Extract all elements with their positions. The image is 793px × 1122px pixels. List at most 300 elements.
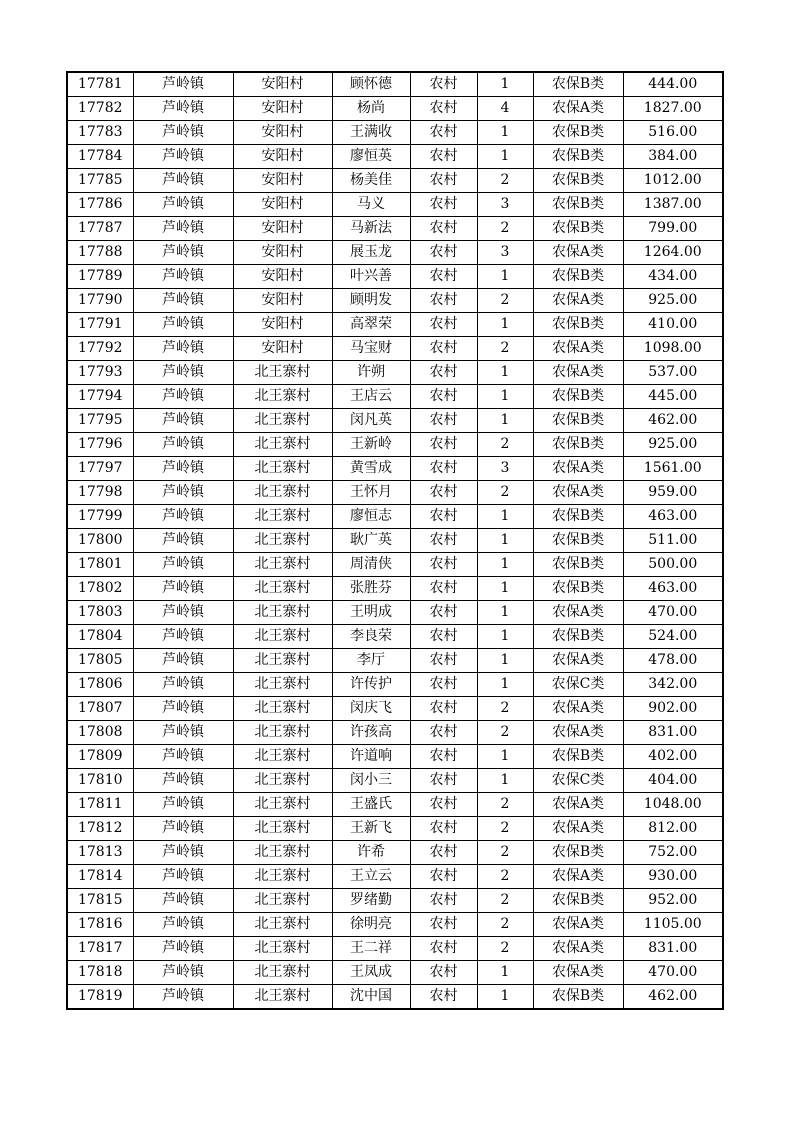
- cell-village: 北王寨村: [233, 433, 332, 457]
- cell-residence-type: 农村: [410, 97, 477, 121]
- cell-person-name: 许希: [332, 841, 410, 865]
- table-row: [67, 793, 723, 817]
- table-row: [67, 721, 723, 745]
- cell-insurance-category: 农保B类: [533, 553, 623, 577]
- table-row: [67, 529, 723, 553]
- table-row: [67, 409, 723, 433]
- cell-residence-type: 农村: [410, 745, 477, 769]
- cell-serial-number: 17788: [67, 241, 133, 265]
- cell-amount: 402.00: [623, 745, 723, 769]
- cell-town: 芦岭镇: [133, 529, 233, 553]
- cell-insurance-category: 农保A类: [533, 289, 623, 313]
- cell-person-name: 杨尚: [332, 97, 410, 121]
- cell-insurance-category: 农保B类: [533, 193, 623, 217]
- cell-residence-type: 农村: [410, 361, 477, 385]
- cell-person-count: 2: [477, 913, 533, 937]
- cell-residence-type: 农村: [410, 433, 477, 457]
- cell-residence-type: 农村: [410, 529, 477, 553]
- cell-village: 北王寨村: [233, 865, 332, 889]
- cell-serial-number: 17819: [67, 985, 133, 1010]
- cell-residence-type: 农村: [410, 289, 477, 313]
- cell-person-count: 2: [477, 481, 533, 505]
- table-row: [67, 121, 723, 145]
- cell-town: 芦岭镇: [133, 697, 233, 721]
- cell-village: 北王寨村: [233, 985, 332, 1010]
- cell-serial-number: 17783: [67, 121, 133, 145]
- table-row: [67, 361, 723, 385]
- cell-amount: 463.00: [623, 505, 723, 529]
- cell-town: 芦岭镇: [133, 625, 233, 649]
- cell-person-count: 2: [477, 433, 533, 457]
- table-row: [67, 937, 723, 961]
- cell-town: 芦岭镇: [133, 169, 233, 193]
- cell-serial-number: 17798: [67, 481, 133, 505]
- cell-insurance-category: 农保B类: [533, 577, 623, 601]
- cell-serial-number: 17815: [67, 889, 133, 913]
- table-row: [67, 961, 723, 985]
- cell-village: 北王寨村: [233, 457, 332, 481]
- cell-serial-number: 17813: [67, 841, 133, 865]
- cell-person-name: 王二祥: [332, 937, 410, 961]
- table-row: [67, 889, 723, 913]
- cell-serial-number: 17781: [67, 72, 133, 97]
- cell-residence-type: 农村: [410, 505, 477, 529]
- cell-person-count: 1: [477, 601, 533, 625]
- cell-person-name: 许传护: [332, 673, 410, 697]
- cell-town: 芦岭镇: [133, 937, 233, 961]
- cell-town: 芦岭镇: [133, 577, 233, 601]
- table-row: [67, 577, 723, 601]
- cell-town: 芦岭镇: [133, 817, 233, 841]
- cell-town: 芦岭镇: [133, 265, 233, 289]
- cell-insurance-category: 农保A类: [533, 241, 623, 265]
- cell-residence-type: 农村: [410, 553, 477, 577]
- cell-town: 芦岭镇: [133, 145, 233, 169]
- table-row: [67, 241, 723, 265]
- cell-residence-type: 农村: [410, 169, 477, 193]
- cell-town: 芦岭镇: [133, 745, 233, 769]
- cell-amount: 831.00: [623, 721, 723, 745]
- cell-residence-type: 农村: [410, 937, 477, 961]
- table-row: [67, 553, 723, 577]
- cell-residence-type: 农村: [410, 721, 477, 745]
- table-row: [67, 169, 723, 193]
- cell-residence-type: 农村: [410, 841, 477, 865]
- table-row: [67, 72, 723, 97]
- cell-serial-number: 17785: [67, 169, 133, 193]
- cell-residence-type: 农村: [410, 769, 477, 793]
- cell-amount: 1387.00: [623, 193, 723, 217]
- cell-person-name: 廖恒志: [332, 505, 410, 529]
- cell-person-name: 马义: [332, 193, 410, 217]
- cell-amount: 511.00: [623, 529, 723, 553]
- cell-insurance-category: 农保A类: [533, 361, 623, 385]
- cell-person-count: 2: [477, 169, 533, 193]
- cell-amount: 1105.00: [623, 913, 723, 937]
- cell-town: 芦岭镇: [133, 97, 233, 121]
- cell-person-name: 廖恒英: [332, 145, 410, 169]
- cell-town: 芦岭镇: [133, 889, 233, 913]
- cell-town: 芦岭镇: [133, 193, 233, 217]
- cell-person-count: 1: [477, 673, 533, 697]
- cell-insurance-category: 农保B类: [533, 625, 623, 649]
- cell-serial-number: 17787: [67, 217, 133, 241]
- cell-amount: 470.00: [623, 601, 723, 625]
- cell-amount: 1264.00: [623, 241, 723, 265]
- cell-serial-number: 17805: [67, 649, 133, 673]
- cell-serial-number: 17804: [67, 625, 133, 649]
- cell-village: 北王寨村: [233, 361, 332, 385]
- cell-person-count: 1: [477, 625, 533, 649]
- cell-residence-type: 农村: [410, 217, 477, 241]
- cell-person-name: 许孩高: [332, 721, 410, 745]
- cell-person-name: 王立云: [332, 865, 410, 889]
- cell-person-name: 闵凡英: [332, 409, 410, 433]
- cell-residence-type: 农村: [410, 265, 477, 289]
- table-row: [67, 841, 723, 865]
- cell-residence-type: 农村: [410, 577, 477, 601]
- cell-person-name: 顾怀德: [332, 72, 410, 97]
- cell-amount: 1561.00: [623, 457, 723, 481]
- cell-serial-number: 17803: [67, 601, 133, 625]
- cell-village: 北王寨村: [233, 937, 332, 961]
- cell-village: 安阳村: [233, 217, 332, 241]
- cell-town: 芦岭镇: [133, 793, 233, 817]
- cell-town: 芦岭镇: [133, 289, 233, 313]
- cell-residence-type: 农村: [410, 865, 477, 889]
- cell-town: 芦岭镇: [133, 72, 233, 97]
- cell-serial-number: 17799: [67, 505, 133, 529]
- cell-person-count: 2: [477, 889, 533, 913]
- cell-person-count: 1: [477, 529, 533, 553]
- cell-village: 北王寨村: [233, 673, 332, 697]
- cell-person-count: 2: [477, 865, 533, 889]
- cell-amount: 537.00: [623, 361, 723, 385]
- cell-person-count: 2: [477, 793, 533, 817]
- cell-serial-number: 17793: [67, 361, 133, 385]
- cell-amount: 799.00: [623, 217, 723, 241]
- cell-village: 北王寨村: [233, 409, 332, 433]
- table-row: [67, 265, 723, 289]
- cell-amount: 902.00: [623, 697, 723, 721]
- cell-town: 芦岭镇: [133, 217, 233, 241]
- cell-village: 北王寨村: [233, 529, 332, 553]
- cell-person-name: 王新岭: [332, 433, 410, 457]
- table-row: [67, 505, 723, 529]
- cell-person-count: 1: [477, 72, 533, 97]
- cell-amount: 925.00: [623, 289, 723, 313]
- cell-town: 芦岭镇: [133, 841, 233, 865]
- cell-amount: 1012.00: [623, 169, 723, 193]
- cell-person-name: 闵庆飞: [332, 697, 410, 721]
- cell-person-name: 顾明发: [332, 289, 410, 313]
- cell-serial-number: 17786: [67, 193, 133, 217]
- cell-person-count: 2: [477, 337, 533, 361]
- table-row: [67, 649, 723, 673]
- cell-serial-number: 17807: [67, 697, 133, 721]
- table-row: [67, 217, 723, 241]
- cell-insurance-category: 农保B类: [533, 409, 623, 433]
- cell-serial-number: 17818: [67, 961, 133, 985]
- cell-person-name: 叶兴善: [332, 265, 410, 289]
- cell-person-count: 1: [477, 361, 533, 385]
- cell-person-name: 王满收: [332, 121, 410, 145]
- cell-insurance-category: 农保B类: [533, 217, 623, 241]
- cell-residence-type: 农村: [410, 793, 477, 817]
- cell-person-count: 1: [477, 385, 533, 409]
- cell-village: 北王寨村: [233, 601, 332, 625]
- cell-town: 芦岭镇: [133, 865, 233, 889]
- table-row: [67, 385, 723, 409]
- cell-person-count: 1: [477, 961, 533, 985]
- cell-town: 芦岭镇: [133, 913, 233, 937]
- cell-village: 北王寨村: [233, 721, 332, 745]
- cell-amount: 812.00: [623, 817, 723, 841]
- cell-residence-type: 农村: [410, 193, 477, 217]
- table-row: [67, 673, 723, 697]
- table-row: [67, 193, 723, 217]
- cell-amount: 959.00: [623, 481, 723, 505]
- cell-amount: 470.00: [623, 961, 723, 985]
- cell-person-name: 许朔: [332, 361, 410, 385]
- cell-town: 芦岭镇: [133, 721, 233, 745]
- cell-amount: 462.00: [623, 409, 723, 433]
- cell-amount: 410.00: [623, 313, 723, 337]
- cell-serial-number: 17802: [67, 577, 133, 601]
- table-row: [67, 313, 723, 337]
- table-row: [67, 457, 723, 481]
- cell-insurance-category: 农保B类: [533, 841, 623, 865]
- cell-village: 北王寨村: [233, 625, 332, 649]
- cell-town: 芦岭镇: [133, 961, 233, 985]
- table-row: [67, 337, 723, 361]
- cell-serial-number: 17795: [67, 409, 133, 433]
- cell-village: 安阳村: [233, 337, 332, 361]
- cell-insurance-category: 农保A类: [533, 937, 623, 961]
- cell-amount: 752.00: [623, 841, 723, 865]
- cell-amount: 434.00: [623, 265, 723, 289]
- cell-person-count: 1: [477, 985, 533, 1010]
- cell-serial-number: 17784: [67, 145, 133, 169]
- cell-person-count: 2: [477, 289, 533, 313]
- cell-insurance-category: 农保A类: [533, 481, 623, 505]
- cell-village: 北王寨村: [233, 769, 332, 793]
- cell-residence-type: 农村: [410, 145, 477, 169]
- cell-amount: 478.00: [623, 649, 723, 673]
- cell-insurance-category: 农保A类: [533, 865, 623, 889]
- cell-serial-number: 17790: [67, 289, 133, 313]
- cell-village: 安阳村: [233, 265, 332, 289]
- cell-person-count: 3: [477, 193, 533, 217]
- cell-residence-type: 农村: [410, 889, 477, 913]
- cell-person-count: 1: [477, 553, 533, 577]
- cell-serial-number: 17800: [67, 529, 133, 553]
- cell-amount: 1048.00: [623, 793, 723, 817]
- cell-person-count: 1: [477, 649, 533, 673]
- cell-village: 北王寨村: [233, 649, 332, 673]
- cell-insurance-category: 农保A类: [533, 337, 623, 361]
- cell-insurance-category: 农保B类: [533, 169, 623, 193]
- cell-village: 北王寨村: [233, 553, 332, 577]
- cell-village: 北王寨村: [233, 481, 332, 505]
- cell-residence-type: 农村: [410, 457, 477, 481]
- cell-person-name: 沈中国: [332, 985, 410, 1010]
- cell-serial-number: 17809: [67, 745, 133, 769]
- cell-amount: 444.00: [623, 72, 723, 97]
- cell-person-name: 李厅: [332, 649, 410, 673]
- cell-amount: 930.00: [623, 865, 723, 889]
- cell-person-count: 3: [477, 241, 533, 265]
- cell-village: 北王寨村: [233, 505, 332, 529]
- cell-amount: 952.00: [623, 889, 723, 913]
- cell-serial-number: 17806: [67, 673, 133, 697]
- cell-person-count: 1: [477, 769, 533, 793]
- cell-town: 芦岭镇: [133, 385, 233, 409]
- cell-town: 芦岭镇: [133, 553, 233, 577]
- table-row: [67, 745, 723, 769]
- cell-residence-type: 农村: [410, 625, 477, 649]
- cell-village: 安阳村: [233, 289, 332, 313]
- cell-insurance-category: 农保A类: [533, 793, 623, 817]
- cell-town: 芦岭镇: [133, 121, 233, 145]
- cell-amount: 462.00: [623, 985, 723, 1010]
- cell-serial-number: 17792: [67, 337, 133, 361]
- cell-insurance-category: 农保A类: [533, 913, 623, 937]
- cell-person-name: 黄雪成: [332, 457, 410, 481]
- cell-residence-type: 农村: [410, 337, 477, 361]
- cell-residence-type: 农村: [410, 913, 477, 937]
- cell-residence-type: 农村: [410, 72, 477, 97]
- cell-insurance-category: 农保A类: [533, 697, 623, 721]
- cell-insurance-category: 农保B类: [533, 121, 623, 145]
- cell-serial-number: 17816: [67, 913, 133, 937]
- cell-town: 芦岭镇: [133, 433, 233, 457]
- cell-serial-number: 17794: [67, 385, 133, 409]
- cell-person-count: 2: [477, 697, 533, 721]
- cell-person-count: 1: [477, 265, 533, 289]
- cell-person-count: 2: [477, 841, 533, 865]
- cell-insurance-category: 农保B类: [533, 745, 623, 769]
- cell-person-count: 1: [477, 145, 533, 169]
- table-row: [67, 601, 723, 625]
- cell-residence-type: 农村: [410, 697, 477, 721]
- cell-person-count: 2: [477, 721, 533, 745]
- cell-person-name: 高翠荣: [332, 313, 410, 337]
- cell-person-name: 周清侠: [332, 553, 410, 577]
- table-row: [67, 625, 723, 649]
- cell-person-name: 闵小三: [332, 769, 410, 793]
- cell-town: 芦岭镇: [133, 241, 233, 265]
- cell-residence-type: 农村: [410, 985, 477, 1010]
- cell-serial-number: 17812: [67, 817, 133, 841]
- cell-town: 芦岭镇: [133, 337, 233, 361]
- cell-residence-type: 农村: [410, 409, 477, 433]
- cell-serial-number: 17811: [67, 793, 133, 817]
- cell-village: 北王寨村: [233, 697, 332, 721]
- cell-residence-type: 农村: [410, 241, 477, 265]
- cell-village: 安阳村: [233, 241, 332, 265]
- cell-village: 北王寨村: [233, 385, 332, 409]
- cell-person-name: 罗绪勤: [332, 889, 410, 913]
- cell-insurance-category: 农保C类: [533, 673, 623, 697]
- cell-town: 芦岭镇: [133, 985, 233, 1010]
- cell-person-count: 2: [477, 937, 533, 961]
- cell-insurance-category: 农保A类: [533, 97, 623, 121]
- cell-town: 芦岭镇: [133, 601, 233, 625]
- cell-village: 北王寨村: [233, 745, 332, 769]
- cell-residence-type: 农村: [410, 481, 477, 505]
- cell-insurance-category: 农保B类: [533, 265, 623, 289]
- cell-person-name: 王明成: [332, 601, 410, 625]
- cell-residence-type: 农村: [410, 961, 477, 985]
- cell-serial-number: 17814: [67, 865, 133, 889]
- cell-person-name: 马宝财: [332, 337, 410, 361]
- cell-village: 安阳村: [233, 145, 332, 169]
- cell-person-name: 王店云: [332, 385, 410, 409]
- cell-residence-type: 农村: [410, 385, 477, 409]
- cell-amount: 342.00: [623, 673, 723, 697]
- cell-residence-type: 农村: [410, 121, 477, 145]
- cell-residence-type: 农村: [410, 817, 477, 841]
- cell-serial-number: 17817: [67, 937, 133, 961]
- cell-insurance-category: 农保B类: [533, 145, 623, 169]
- cell-person-name: 张胜芬: [332, 577, 410, 601]
- cell-amount: 516.00: [623, 121, 723, 145]
- cell-person-name: 王怀月: [332, 481, 410, 505]
- cell-insurance-category: 农保B类: [533, 529, 623, 553]
- cell-insurance-category: 农保B类: [533, 313, 623, 337]
- cell-serial-number: 17789: [67, 265, 133, 289]
- cell-village: 北王寨村: [233, 889, 332, 913]
- cell-village: 安阳村: [233, 72, 332, 97]
- cell-village: 北王寨村: [233, 817, 332, 841]
- cell-serial-number: 17791: [67, 313, 133, 337]
- cell-serial-number: 17801: [67, 553, 133, 577]
- cell-village: 北王寨村: [233, 961, 332, 985]
- table-row: [67, 97, 723, 121]
- cell-person-name: 许道响: [332, 745, 410, 769]
- cell-serial-number: 17796: [67, 433, 133, 457]
- cell-insurance-category: 农保A类: [533, 601, 623, 625]
- cell-town: 芦岭镇: [133, 673, 233, 697]
- cell-person-name: 王新飞: [332, 817, 410, 841]
- table-row: [67, 817, 723, 841]
- cell-town: 芦岭镇: [133, 409, 233, 433]
- cell-amount: 831.00: [623, 937, 723, 961]
- cell-town: 芦岭镇: [133, 769, 233, 793]
- cell-person-count: 1: [477, 577, 533, 601]
- cell-serial-number: 17808: [67, 721, 133, 745]
- table-row: [67, 145, 723, 169]
- cell-town: 芦岭镇: [133, 457, 233, 481]
- cell-person-count: 3: [477, 457, 533, 481]
- cell-insurance-category: 农保B类: [533, 433, 623, 457]
- cell-insurance-category: 农保C类: [533, 769, 623, 793]
- cell-insurance-category: 农保B类: [533, 72, 623, 97]
- cell-town: 芦岭镇: [133, 481, 233, 505]
- cell-person-count: 1: [477, 121, 533, 145]
- table-row: [67, 985, 723, 1010]
- cell-amount: 524.00: [623, 625, 723, 649]
- cell-amount: 500.00: [623, 553, 723, 577]
- cell-insurance-category: 农保A类: [533, 817, 623, 841]
- cell-person-count: 4: [477, 97, 533, 121]
- table-row: [67, 697, 723, 721]
- cell-insurance-category: 农保A类: [533, 721, 623, 745]
- cell-person-name: 王凤成: [332, 961, 410, 985]
- cell-insurance-category: 农保B类: [533, 505, 623, 529]
- cell-person-count: 1: [477, 409, 533, 433]
